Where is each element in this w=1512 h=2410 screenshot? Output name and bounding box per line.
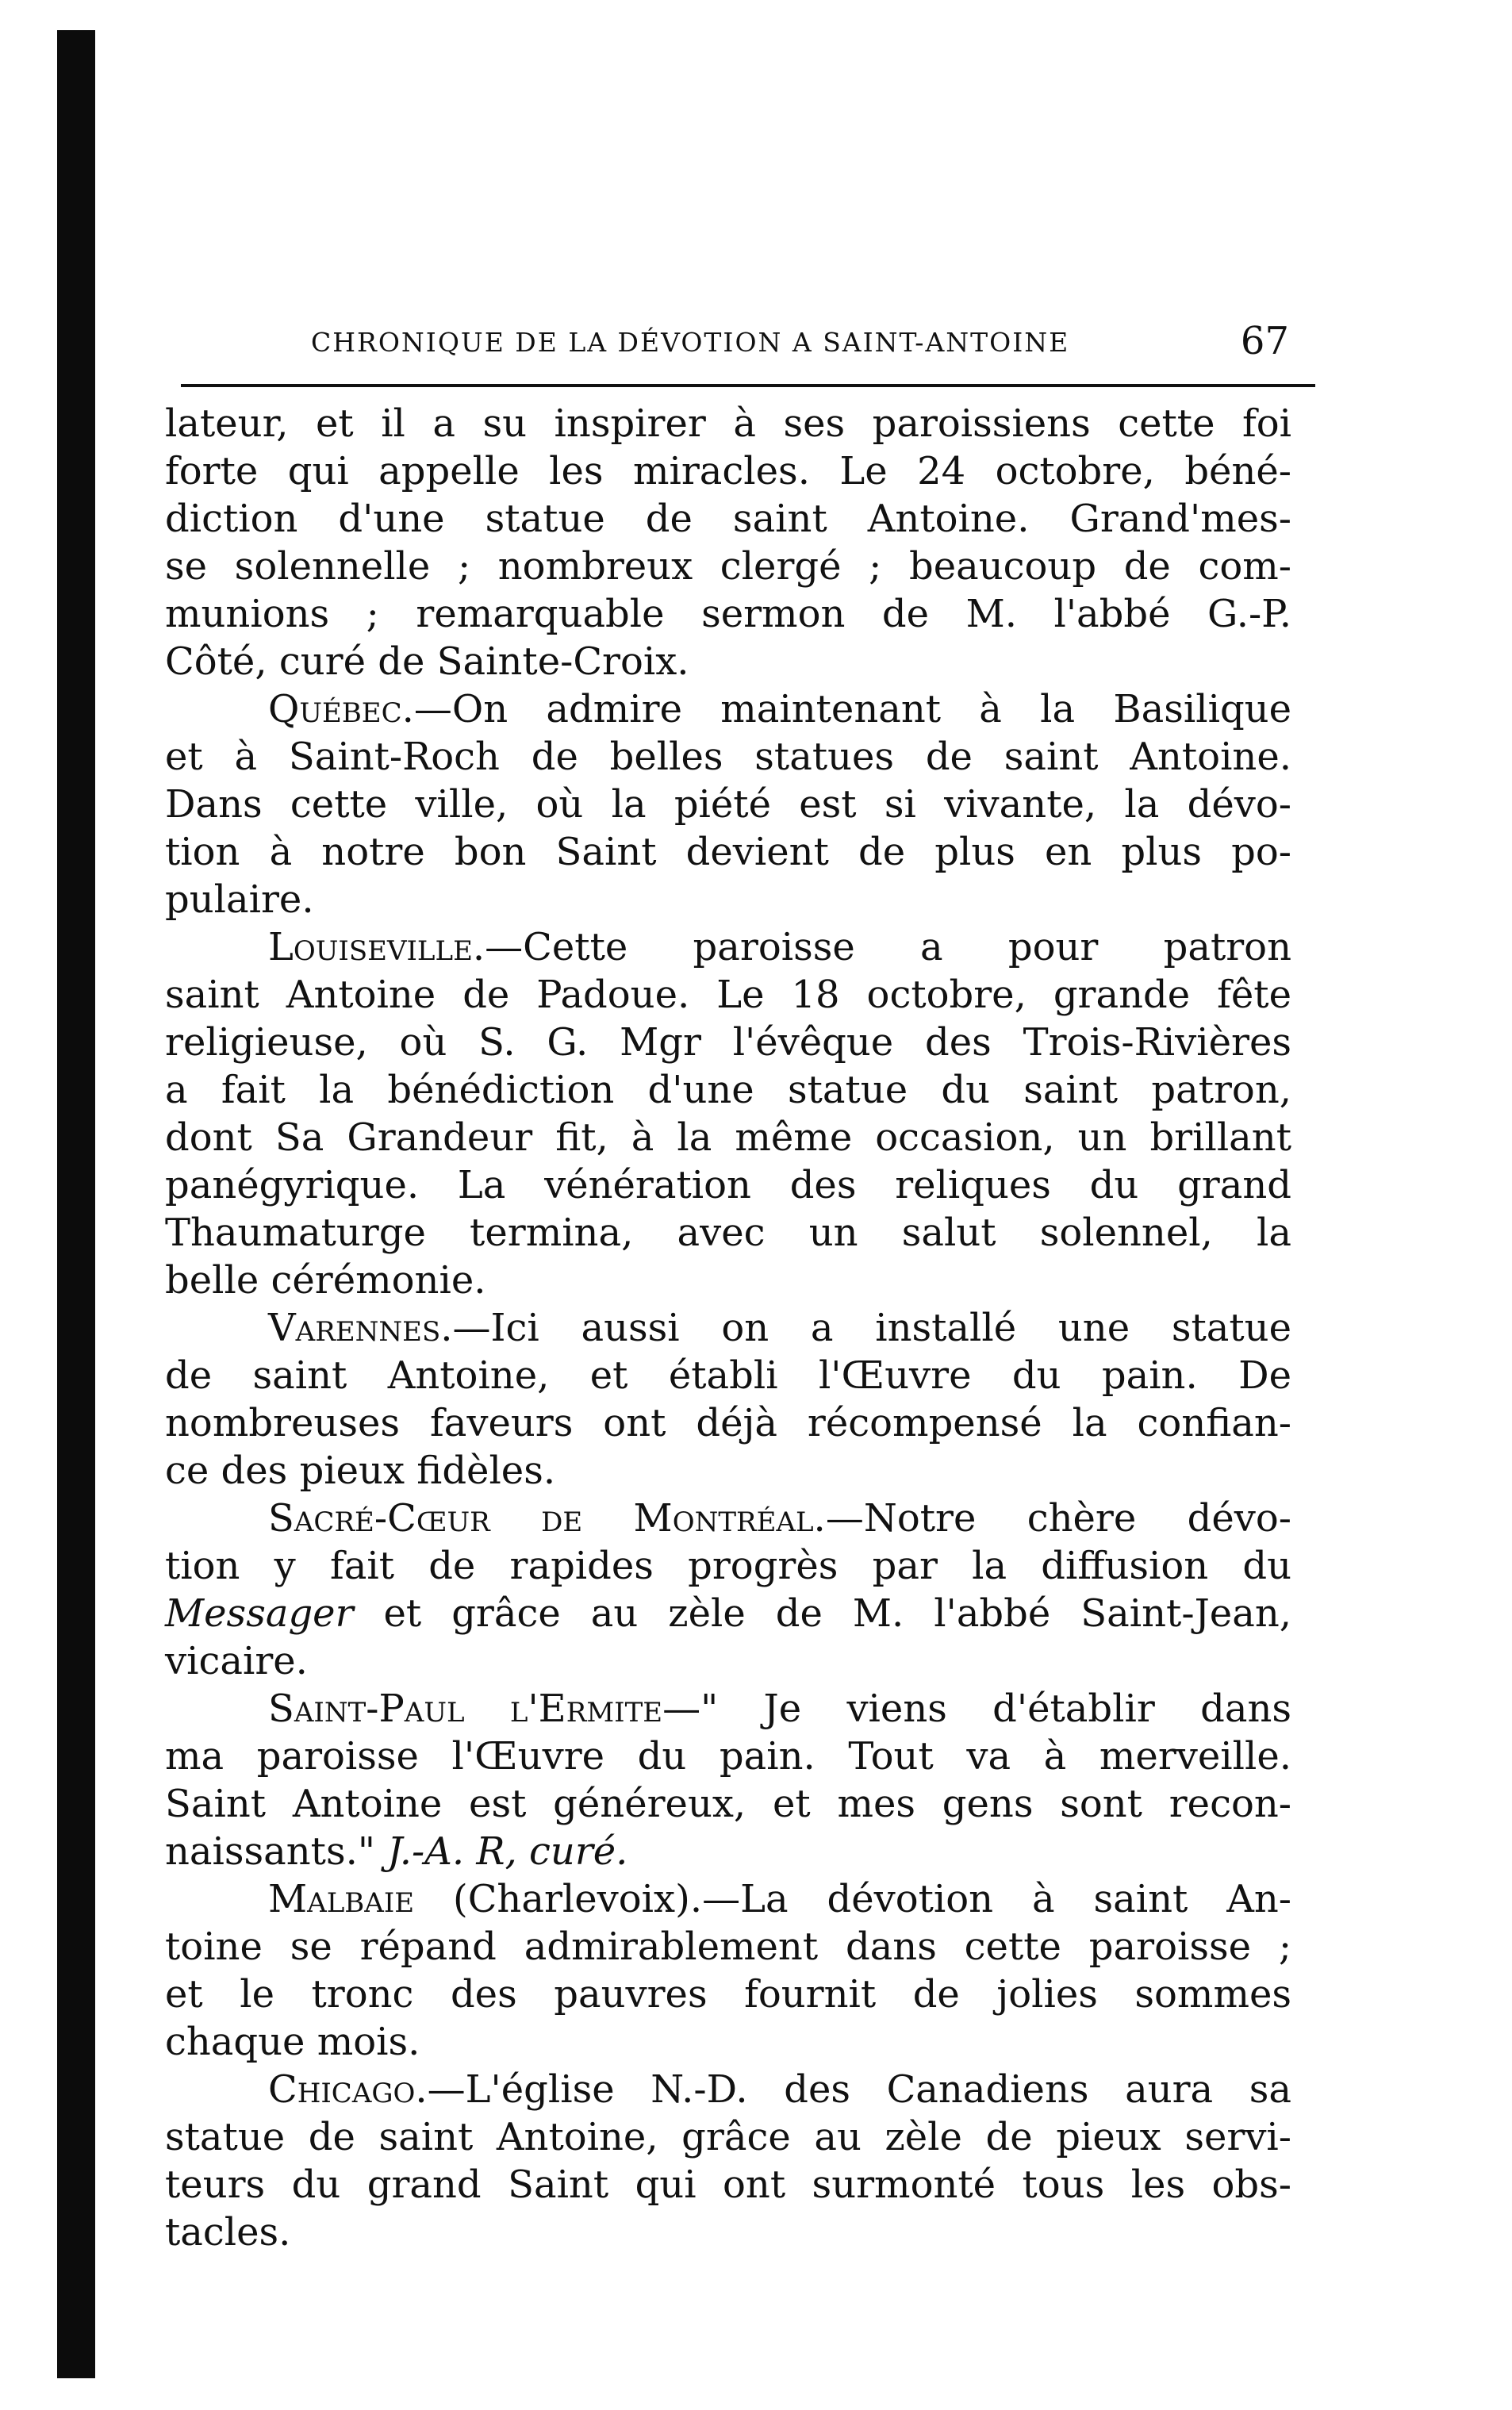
text-line: forte qui appelle les miracles. Le 24 octobre, béné- bbox=[165, 449, 1291, 493]
italic-title-messager: Messager bbox=[165, 1591, 354, 1636]
paragraph-malbaie-first-line bbox=[165, 1875, 1291, 1923]
place-name-louiseville: Louiseville. bbox=[268, 925, 485, 969]
text-line: pulaire. bbox=[165, 877, 314, 922]
text-run: naissants." bbox=[165, 1829, 388, 1874]
paragraph-chicago-first-line bbox=[165, 2066, 1291, 2113]
text-line: dont Sa Grandeur fit, à la même occasion, un brillant bbox=[165, 1115, 1291, 1160]
paragraph-louiseville-first-line bbox=[165, 923, 1291, 971]
place-name-malbaie: Malbaie bbox=[268, 1877, 415, 1921]
text-run: —Ici aussi on a installé une statue bbox=[452, 1306, 1291, 1350]
page-number: 67 bbox=[1240, 319, 1289, 363]
text-line: panégyrique. La vénération des reliques du grand bbox=[165, 1163, 1291, 1207]
text-line: se solennelle ; nombreux clergé ; beaucoup de com- bbox=[165, 544, 1291, 589]
text-line: vicaire. bbox=[165, 1639, 308, 1683]
text-line: saint Antoine de Padoue. Le 18 octobre, grande fête bbox=[165, 973, 1291, 1017]
text-line: et le tronc des pauvres fournit de jolies sommes bbox=[165, 1972, 1291, 2017]
chronicle-body bbox=[165, 400, 1291, 2256]
paragraph-sacre-coeur-first-line bbox=[165, 1495, 1291, 1542]
text-line: statue de saint Antoine, grâce au zèle de pieux servi- bbox=[165, 2115, 1291, 2159]
text-run: —" Je viens d'établir dans bbox=[662, 1687, 1291, 1731]
text-line: tion à notre bon Saint devient de plus en plus po- bbox=[165, 830, 1291, 874]
text-line: nombreuses faveurs ont déjà récompensé la confian- bbox=[165, 1401, 1291, 1445]
text-line: Thaumaturge termina, avec un salut solennel, la bbox=[165, 1211, 1291, 1255]
place-name-chicago: Chicago. bbox=[268, 2067, 428, 2112]
text-line: religieuse, où S. G. Mgr l'évêque des Trois-Rivières bbox=[165, 1020, 1291, 1065]
text-line: a fait la bénédiction d'une statue du saint patron, bbox=[165, 1068, 1291, 1112]
text-line: Côté, curé de Sainte-Croix. bbox=[165, 639, 689, 684]
place-name-saint-paul: Saint-Paul l'Ermite bbox=[268, 1687, 663, 1731]
text-run: et grâce au zèle de M. l'abbé Saint-Jean, bbox=[353, 1591, 1291, 1636]
text-line: de saint Antoine, et établi l'Œuvre du pain. De bbox=[165, 1353, 1291, 1398]
text-line: Saint Antoine est généreux, et mes gens sont recon- bbox=[165, 1782, 1291, 1826]
paragraph-quebec-first-line bbox=[165, 685, 1291, 733]
text-line-with-signature bbox=[165, 1828, 1291, 1875]
paragraph-saint-paul-first-line bbox=[165, 1685, 1291, 1733]
text-line: chaque mois. bbox=[165, 2020, 420, 2064]
text-run: —Cette paroisse a pour patron bbox=[485, 925, 1291, 969]
place-name-quebec: Québec. bbox=[268, 687, 414, 731]
text-line: tacles. bbox=[165, 2210, 291, 2255]
binding-edge-strip bbox=[57, 30, 95, 2378]
text-line: munions ; remarquable sermon de M. l'abbé G.-P. bbox=[165, 592, 1291, 636]
text-line: toine se répand admirablement dans cette paroisse ; bbox=[165, 1925, 1291, 1969]
place-name-varennes: Varennes. bbox=[268, 1306, 453, 1350]
text-line: tion y fait de rapides progrès par la diffusion du bbox=[165, 1544, 1291, 1588]
running-title: CHRONIQUE DE LA DÉVOTION A SAINT-ANTOINE bbox=[311, 327, 1070, 358]
header-rule bbox=[181, 384, 1315, 387]
text-line: lateur, et il a su inspirer à ses paroissiens cette foi bbox=[165, 401, 1291, 446]
paragraph-varennes-first-line bbox=[165, 1304, 1291, 1352]
page-header bbox=[262, 319, 1321, 374]
text-line: ma paroisse l'Œuvre du pain. Tout va à merveille. bbox=[165, 1734, 1291, 1779]
text-run: —On admire maintenant à la Basilique bbox=[413, 687, 1291, 731]
text-line: teurs du grand Saint qui ont surmonté tous les obs- bbox=[165, 2162, 1291, 2207]
text-line: ce des pieux fidèles. bbox=[165, 1449, 556, 1493]
place-name-sacre-coeur: Sacré-Cœur de Montréal. bbox=[268, 1496, 826, 1541]
text-line-with-italic bbox=[165, 1590, 1291, 1637]
letter-signature: J.-A. R, curé. bbox=[387, 1829, 628, 1874]
text-run: (Charlevoix).—La dévotion à saint An- bbox=[414, 1877, 1291, 1921]
text-line: Dans cette ville, où la piété est si vivante, la dévo- bbox=[165, 782, 1291, 827]
text-line: diction d'une statue de saint Antoine. Grand'mes- bbox=[165, 497, 1291, 541]
text-line: belle cérémonie. bbox=[165, 1258, 486, 1303]
text-line: et à Saint-Roch de belles statues de saint Antoine. bbox=[165, 735, 1291, 779]
text-run: —L'église N.-D. des Canadiens aura sa bbox=[427, 2067, 1291, 2112]
text-run: —Notre chère dévo- bbox=[825, 1496, 1291, 1541]
